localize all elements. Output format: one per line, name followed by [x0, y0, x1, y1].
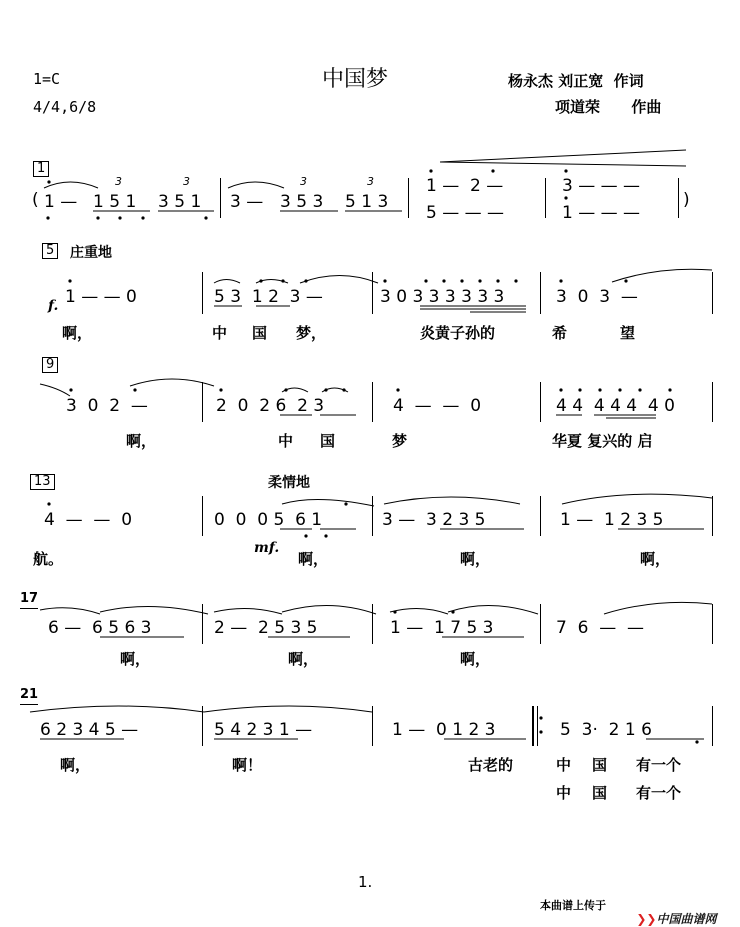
notes-m20: 7 6 — — [556, 618, 645, 638]
lyric: 国 [320, 432, 336, 450]
lyric-verse2: 中 [556, 784, 572, 802]
dynamic-mark: f. [48, 298, 59, 314]
lyric: 啊， [60, 756, 91, 774]
notes-m2c: 5 1 3 [345, 192, 389, 212]
notes-m4-upper: 3 — — — [562, 176, 641, 196]
lyric: 炎黄子孙的 [420, 324, 496, 342]
lyric: 梦 [392, 432, 408, 450]
lyric: 啊， [62, 324, 93, 342]
notes-m19: 1 — 1 7 5 3 [390, 618, 494, 638]
notes-m12: 4 4 4 4 4 4 0 [556, 396, 675, 416]
measure-number-5: 5 [42, 243, 58, 259]
notes-m18: 2 — 2 5 3 5 [214, 618, 318, 638]
triplet-mark: 3 [183, 175, 190, 188]
notes-m6: 5 3 1 2 3 — [214, 287, 323, 307]
composer-credit: 项道荣 作曲 [555, 98, 662, 116]
intro-open-paren: ( [32, 190, 39, 210]
lyric: 啊！ [232, 756, 263, 774]
lyric: 望 [620, 324, 636, 342]
page-number: 1. [358, 873, 373, 891]
notes-m24: 5 3· 2 1 6 [560, 720, 652, 740]
lyric: 啊， [460, 550, 491, 568]
lyric: 华夏 复兴的 启 [552, 432, 653, 450]
notes-m7: 3 0 3 3 3 3 3 3 [380, 287, 505, 307]
dynamic-mark: mf. [254, 540, 280, 556]
triplet-mark: 3 [367, 175, 374, 188]
notes-m17: 6 — 6 5 6 3 [48, 618, 152, 638]
site-logo-text: 中国曲谱网 [656, 912, 717, 926]
lyric: 梦， [296, 324, 327, 342]
lyric: 中 [212, 324, 228, 342]
notes-m14: 0 0 0 5 6 1 [214, 510, 323, 530]
lyric: 古老的 [468, 756, 514, 774]
notes-m9: 3 0 2 — [66, 396, 148, 416]
notes-m1b: 1 5 1 [93, 192, 137, 212]
lyricist-credit: 杨永杰 刘正宽 作词 [508, 72, 644, 90]
triplet-mark: 3 [300, 175, 307, 188]
lyric: 啊， [126, 432, 157, 450]
notes-m15: 3 — 3 2 3 5 [382, 510, 486, 530]
notes-m1c: 3 5 1 [158, 192, 202, 212]
notes-m11: 4 — — 0 [393, 396, 482, 416]
measure-number-13: 13 [30, 474, 55, 490]
lyric: 中 [278, 432, 294, 450]
lyric: 希 [552, 324, 568, 342]
lyric: 啊， [288, 650, 319, 668]
measure-number-9: 9 [42, 357, 58, 373]
site-logo [628, 896, 716, 927]
song-title: 中国梦 [322, 67, 389, 92]
lyric: 啊， [640, 550, 671, 568]
lyric: 国 [252, 324, 268, 342]
notes-m8: 3 0 3 — [556, 287, 638, 307]
lyric: 啊， [460, 650, 491, 668]
notes-m1a: 1 — [44, 192, 78, 212]
measure-number-1: 1 [33, 161, 49, 177]
notes-m21: 6 2 3 4 5 — [40, 720, 139, 740]
upload-note: 本曲谱上传于 [540, 899, 606, 912]
notes-m10: 2 0 2 6 2 3 [216, 396, 325, 416]
lyric: 国 [592, 756, 608, 774]
notes-m2b: 3 5 3 [280, 192, 324, 212]
notes-m22: 5 4 2 3 1 — [214, 720, 313, 740]
intro-close-paren: ) [683, 190, 690, 210]
notes-m3-upper: 1 — 2 — [426, 176, 504, 196]
lyric: 航。 [33, 550, 64, 568]
expression-mark: 柔情地 [268, 475, 310, 491]
notes-m2a: 3 — [230, 192, 264, 212]
notes-m13: 4 — — 0 [44, 510, 133, 530]
notes-m4-lower: 1 — — — [562, 203, 641, 223]
time-signature: 4/4,6/8 [33, 98, 97, 116]
logo-icon: ❯❯ [636, 912, 657, 926]
expression-mark: 庄重地 [70, 245, 112, 261]
lyric-verse2: 有一个 [636, 784, 682, 802]
notes-m5: 1 — — 0 [65, 287, 137, 307]
key-signature: 1=C [33, 70, 61, 88]
lyric: 啊， [298, 550, 329, 568]
notes-m16: 1 — 1 2 3 5 [560, 510, 664, 530]
measure-number-21: 21 [20, 687, 39, 702]
lyric: 啊， [120, 650, 151, 668]
triplet-mark: 3 [115, 175, 122, 188]
lyric: 中 [556, 756, 572, 774]
notes-m23: 1 — 0 1 2 3 [392, 720, 496, 740]
measure-number-17: 17 [20, 591, 39, 606]
notes-m3-lower: 5 — — — [426, 203, 505, 223]
lyric: 有一个 [636, 756, 682, 774]
lyric-verse2: 国 [592, 784, 608, 802]
